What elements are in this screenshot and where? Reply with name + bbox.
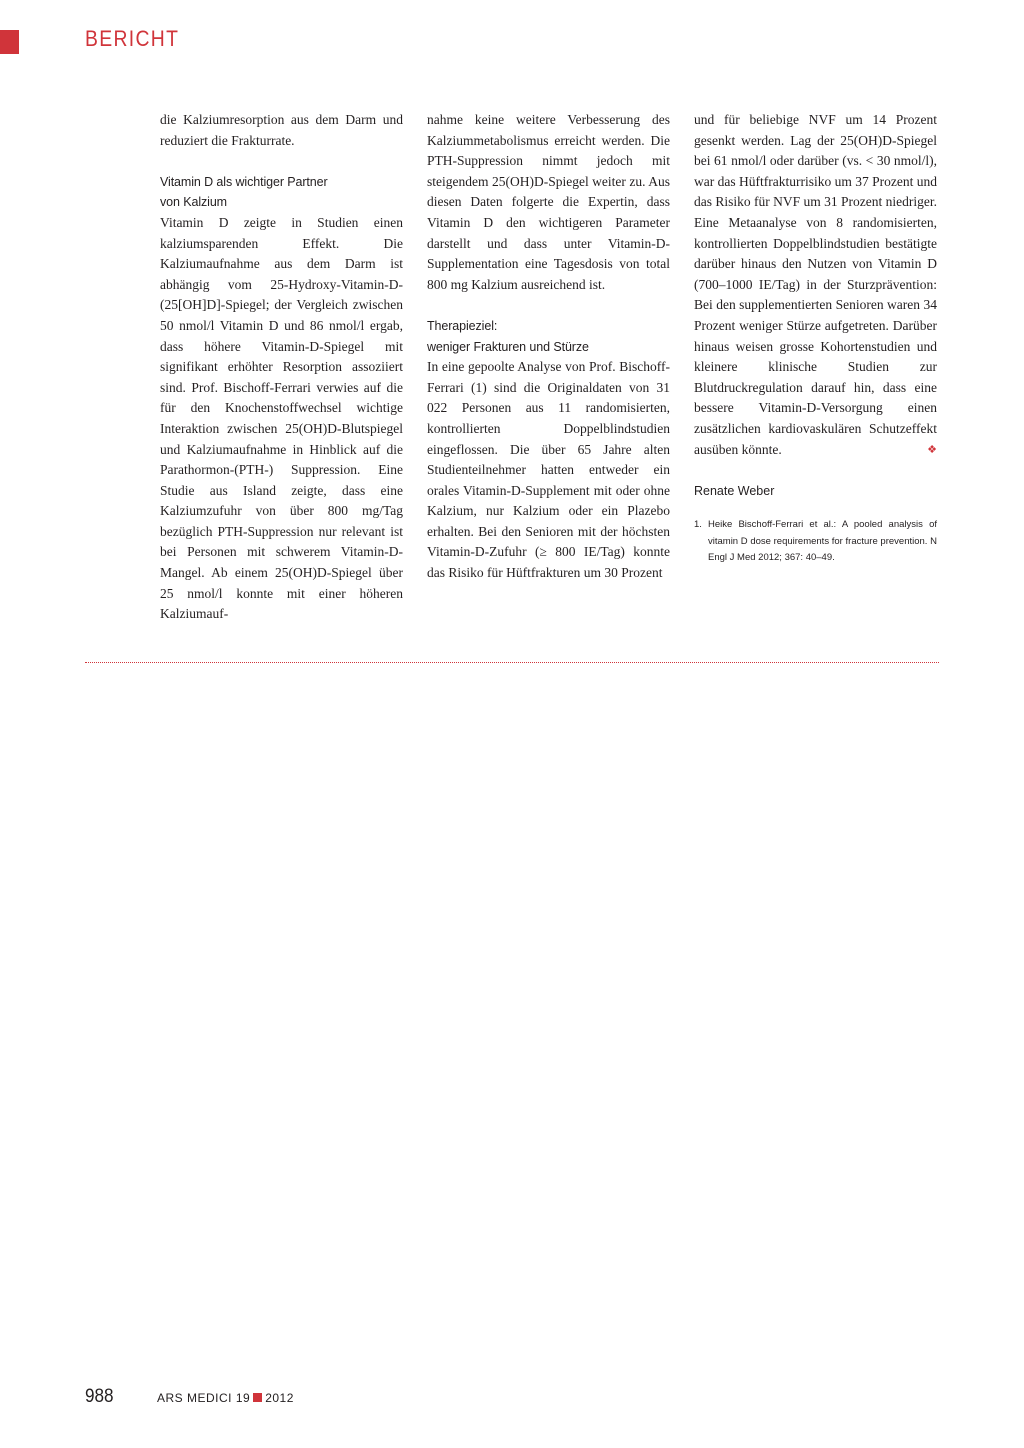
paragraph: Vitamin D zeigte in Studien einen kalziumsparenden Effekt. Die Kalziumaufnahme aus dem Darm ist abhängig vom 25-Hydroxy-Vitamin-D-(25[OH]D]-Spiegel; der Vergleich zwischen 50 nmol/l Vitamin D und 86 nmol/l ergab, dass höhere Vitamin-D-Spiegel mit signifikant erhöhter Resorption assoziiert sind. Prof. Bischoff-Ferrari verwies auf die für den Knochenstoffwechsel wichtige Interaktion zwischen 25(OH)D-Blutspiegel und Kalziumaufnahme in Hinblick auf die Parathormon-(PTH-) Suppression. Eine Studie aus Island zeigte, dass eine Kalziumzufuhr von über 800 mg/Tag bezüglich PTH-Suppression nur relevant ist bei Personen mit schwerem Vitamin-D-Mangel. Ab einem 25(OH)D-Spiegel über 25 nmol/l konnte mit einer höheren Kalziumauf- [160,214,403,622]
author-name: Renate Weber [694,483,775,498]
end-mark-icon: ❖ [927,443,937,456]
article-column-2 [427,110,670,584]
section-marker [0,30,19,54]
paragraph: und für beliebige NVF um 14 Prozent gesenkt werden. Lag der 25(OH)D-Spiegel bei 61 nmol/l oder darüber (vs. < 30 nmol/l), war das Hüftfrakturrisiko um 37 Prozent und das Risiko für NVF um 31 Prozent niedriger. [694,112,937,210]
page-footer [85,1386,294,1408]
paragraph: die Kalziumresorption aus dem Darm und reduziert die Frakturrate. [160,112,403,148]
paragraph: nahme keine weitere Verbesserung des Kalziummetabolismus erreicht werden. Die PTH-Suppression nimmt jedoch mit steigendem 25(OH)D-Spiegel weiter zu. Aus diesen Daten folgerte die Expertin, dass Vitamin D den wichtigeren Parameter darstellt und dass unter Vitamin-D-Supplementation eine Tagesdosis von total 800 mg Kalzium ausreichend ist. [427,112,670,292]
section-heading-line: Therapieziel: [427,318,498,333]
paragraph: In eine gepoolte Analyse von Prof. Bischoff-Ferrari (1) sind die Originaldaten von 31 022 Personen aus 11 randomisierten, kontrollierten Doppelblindstudien eingeflossen. Die über 65 Jahre alten Studienteilnehmer hatten entweder ein orales Vitamin-D-Supplement mit oder ohne Kalzium, nur Kalzium oder ein Plazebo erhalten. Bei den Senioren mit der höchsten Vitamin-D-Zufuhr (≥ 800 IE/Tag) konnte das Risiko für Hüftfrakturen um 30 Prozent [427,359,670,581]
reference-text: Heike Bischoff-Ferrari et al.: A pooled analysis of vitamin D dose requirements for fracture prevention. N Engl J Med 2012; 367: 40–49. [708,519,937,564]
journal-name: ARS MEDICI 19 [157,1391,251,1405]
section-heading-line: von Kalzium [160,195,227,210]
paragraph-text: Eine Metaanalyse von 8 randomisierten, kontrollierten Doppelblindstudien bestätigte darüber hinaus den Nutzen von Vitamin D (700–1000 IE/Tag) in der Sturzprävention: Bei den supplementierten Senioren waren 34 Prozent weniger Stürze aufgetreten. Darüber hinaus weisen grosse Kohortenstudien und kleinere klinische Studien zur Blutdruckregulation darauf hin, dass eine bessere Vitamin-D-Versorgung einen zusätzlichen kardiovaskulären Schutzeffekt ausüben könnte. [694,214,937,457]
dotted-divider [85,662,939,663]
reference-number: 1. [694,519,702,531]
section-heading-line: Vitamin D als wichtiger Partner [160,174,328,189]
article-column-1 [160,110,403,625]
square-separator-icon [253,1393,262,1402]
reference-item [694,517,937,567]
page-number: 988 [85,1386,114,1407]
section-heading-line: weniger Frakturen und Stürze [427,339,589,354]
paragraph [694,213,937,460]
section-heading [427,316,670,357]
article-column-3 [694,110,937,567]
section-label: BERICHT [85,26,180,51]
section-heading [160,172,403,213]
journal-year: 2012 [265,1391,294,1405]
